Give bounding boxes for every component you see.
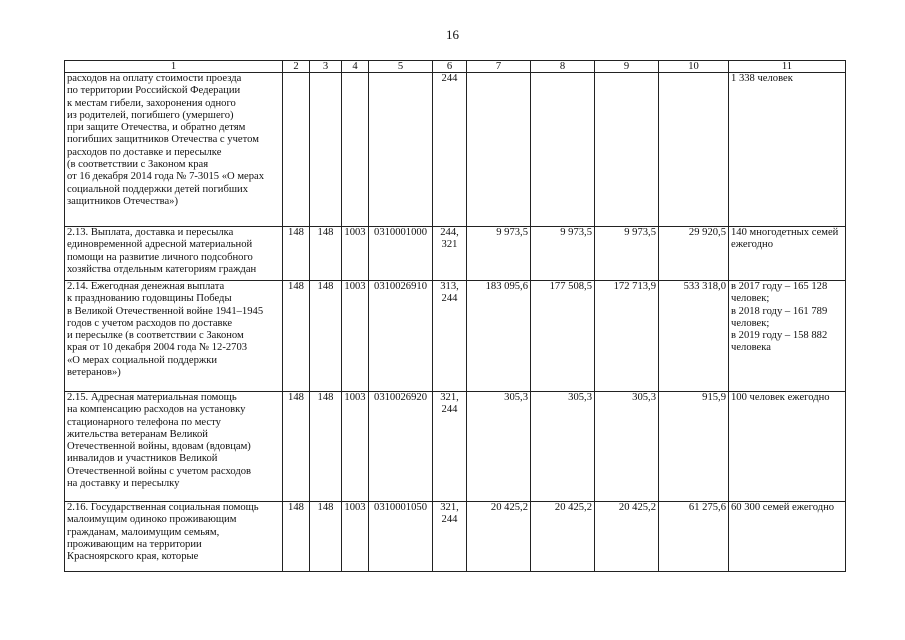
column-header: 10 <box>659 61 729 73</box>
cell-target-article: 0310026920 <box>369 392 433 502</box>
cell-expense-type: 244, 321 <box>433 227 467 281</box>
table-row <box>65 227 846 281</box>
cell-expense-type: 321, 244 <box>433 502 467 572</box>
cell-expected-result: 60 300 семей ежегодно <box>729 502 846 572</box>
cell-target-article: 0310026910 <box>369 281 433 392</box>
cell-section <box>342 73 369 227</box>
cell-section: 1003 <box>342 392 369 502</box>
cell-total <box>659 73 729 227</box>
cell-total: 61 275,6 <box>659 502 729 572</box>
column-header: 3 <box>310 61 342 73</box>
row-description: 2.16. Государственная социальная помощь малоимущим одиноко проживающим гражданам, малоимущим семьям, проживающим на территории Красноярского края, которые <box>65 502 283 572</box>
column-header: 7 <box>467 61 531 73</box>
cell-amount: 177 508,5 <box>531 281 595 392</box>
row-description: 2.14. Ежегодная денежная выплата к празднованию годовщины Победы в Великой Отечественной войне 1941–1945 годов с учетом расходов по доставке и пересылке (в соответствии с Законом края от 10 декабря 2004 года № 12-2703 «О мерах социальной поддержки ветеранов») <box>65 281 283 392</box>
row-description: 2.13. Выплата, доставка и пересылка единовременной адресной материальной помощи на развитие личного подсобного хозяйства отдельным категориям граждан <box>65 227 283 281</box>
table-row <box>65 502 846 572</box>
cell-amount: 9 973,5 <box>531 227 595 281</box>
column-header: 11 <box>729 61 846 73</box>
cell-amount: 9 973,5 <box>467 227 531 281</box>
page-number: 16 <box>446 27 459 42</box>
cell-total: 533 318,0 <box>659 281 729 392</box>
cell-grbs: 148 <box>283 392 310 502</box>
cell-rzpr: 148 <box>310 502 342 572</box>
cell-rzpr: 148 <box>310 392 342 502</box>
cell-rzpr <box>310 73 342 227</box>
cell-expected-result: 140 многодетных семей ежегодно <box>729 227 846 281</box>
column-header: 9 <box>595 61 659 73</box>
cell-expected-result: 100 человек ежегодно <box>729 392 846 502</box>
column-header: 4 <box>342 61 369 73</box>
column-header: 2 <box>283 61 310 73</box>
cell-amount: 305,3 <box>595 392 659 502</box>
cell-expected-result: 1 338 человек <box>729 73 846 227</box>
table-row <box>65 73 846 227</box>
row-description: расходов на оплату стоимости проезда по территории Российской Федерации к местам гибели, захоронения одного из родителей, погибшего (умершего) при защите Отечества, и обратно детям погибших защитников Отечества с учетом расходов по доставке и пересылке (в соответствии с Законом края от 16 декабря 2014 года № 7-3015 «О мерах социальной поддержки детей погибших защитников Отечества») <box>65 73 283 227</box>
cell-grbs <box>283 73 310 227</box>
cell-total: 915,9 <box>659 392 729 502</box>
cell-rzpr: 148 <box>310 281 342 392</box>
cell-amount: 172 713,9 <box>595 281 659 392</box>
column-header: 1 <box>65 61 283 73</box>
cell-amount <box>467 73 531 227</box>
cell-amount <box>531 73 595 227</box>
cell-amount: 9 973,5 <box>595 227 659 281</box>
table-row <box>65 281 846 392</box>
cell-amount <box>595 73 659 227</box>
cell-amount: 305,3 <box>531 392 595 502</box>
cell-section: 1003 <box>342 281 369 392</box>
cell-target-article: 0310001000 <box>369 227 433 281</box>
table-row <box>65 392 846 502</box>
cell-total: 29 920,5 <box>659 227 729 281</box>
cell-amount: 183 095,6 <box>467 281 531 392</box>
cell-expense-type: 321, 244 <box>433 392 467 502</box>
cell-section: 1003 <box>342 227 369 281</box>
row-description: 2.15. Адресная материальная помощь на компенсацию расходов на установку стационарного телефона по месту жительства ветеранам Великой Отечественной войны, вдовам (вдовцам) инвалидов и участников Великой Отечественной войны с учетом расходов на доставку и пересылку <box>65 392 283 502</box>
cell-expected-result: в 2017 году – 165 128 человек; в 2018 году – 161 789 человек; в 2019 году – 158 882 человека <box>729 281 846 392</box>
cell-expense-type: 244 <box>433 73 467 227</box>
cell-grbs: 148 <box>283 502 310 572</box>
column-number-header-row <box>65 61 846 73</box>
column-header: 6 <box>433 61 467 73</box>
cell-amount: 20 425,2 <box>531 502 595 572</box>
budget-table <box>64 60 846 572</box>
column-header: 5 <box>369 61 433 73</box>
cell-expense-type: 313, 244 <box>433 281 467 392</box>
cell-amount: 305,3 <box>467 392 531 502</box>
cell-target-article <box>369 73 433 227</box>
cell-amount: 20 425,2 <box>467 502 531 572</box>
cell-grbs: 148 <box>283 281 310 392</box>
cell-amount: 20 425,2 <box>595 502 659 572</box>
cell-target-article: 0310001050 <box>369 502 433 572</box>
column-header: 8 <box>531 61 595 73</box>
cell-section: 1003 <box>342 502 369 572</box>
cell-rzpr: 148 <box>310 227 342 281</box>
cell-grbs: 148 <box>283 227 310 281</box>
